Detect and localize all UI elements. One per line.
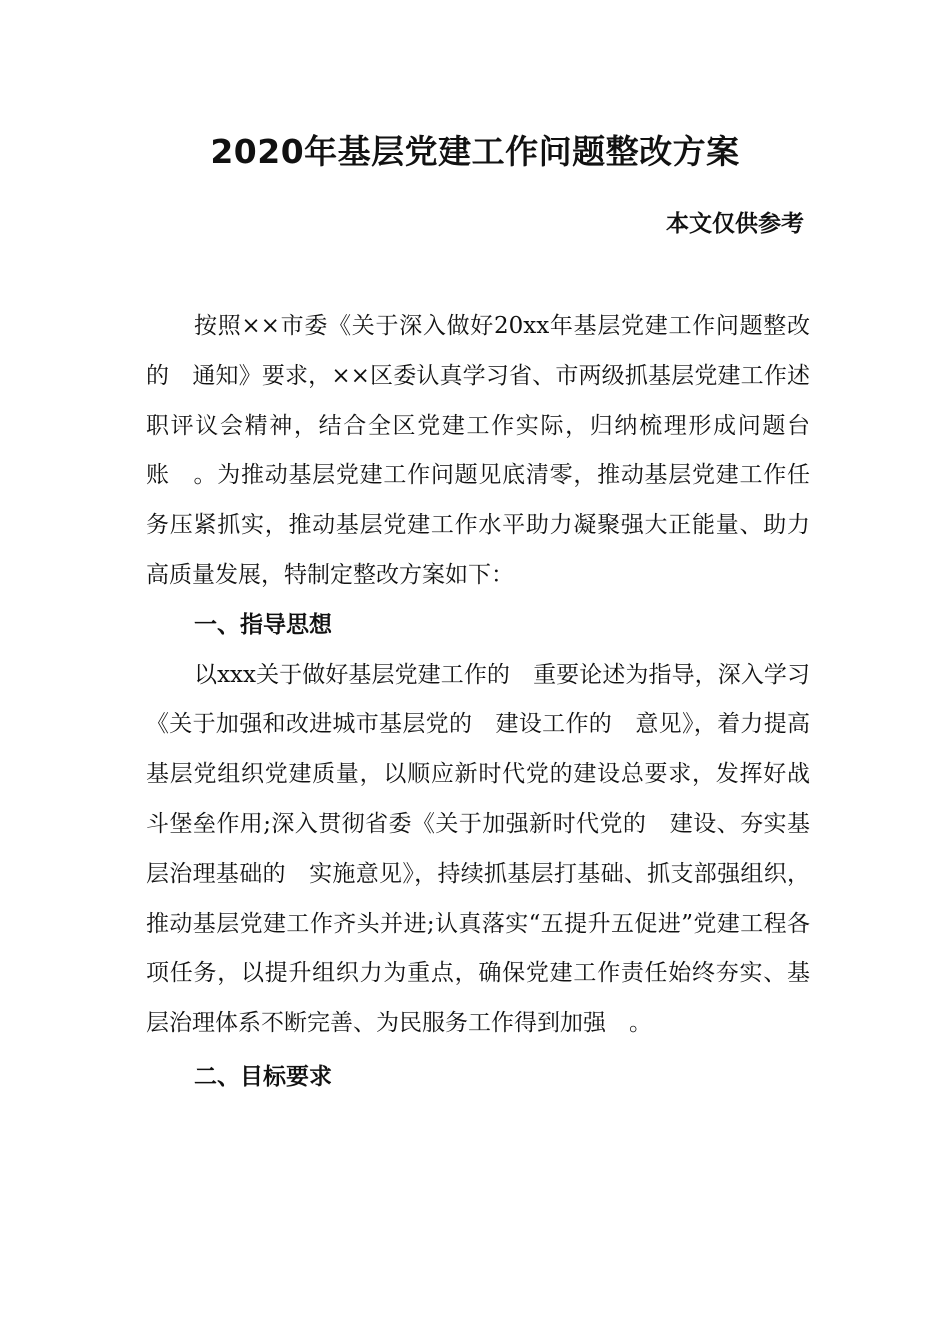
document-body bbox=[146, 302, 810, 1103]
document-subtitle: 本文仅供参考 bbox=[666, 211, 804, 237]
intro-paragraph: 按照××市委《关于深入做好20xx年基层党建工作问题整改的 通知》要求，××区委认真学习省、市两级抓基层党建工作述职评议会精神，结合全区党建工作实际，归纳梳理形成问题台账 。为推动基层党建工作问题见底清零，推动基层党建工作任务压紧抓实，推动基层党建工作水平助力凝聚强大正能量、助力高质量发展，特制定整改方案如下： bbox=[146, 313, 810, 588]
section-heading-guiding-thought: 一、指导思想 bbox=[194, 611, 332, 638]
guiding-thought-paragraph: 以xxx关于做好基层党建工作的 重要论述为指导，深入学习《关于加强和改进城市基层党的 建设工作的 意见》，着力提高基层党组织党建质量，以顺应新时代党的建设总要求，发挥好战斗堡垒作用;深入贯彻省委《关于加强新时代党的 建设、夯实基层治理基础的 实施意见》，持续抓基层打基础、抓支部强组织，推动基层党建工作齐头并进;认真落实“五提升五促进”党建工程各项任务，以提升组织力为重点，确保党建工作责任始终夯实、基层治理体系不断完善、为民服务工作得到加强 。 bbox=[146, 661, 810, 1037]
section-heading-goals: 二、目标要求 bbox=[194, 1063, 332, 1090]
document-title: 2020年基层党建工作问题整改方案 bbox=[210, 132, 740, 171]
